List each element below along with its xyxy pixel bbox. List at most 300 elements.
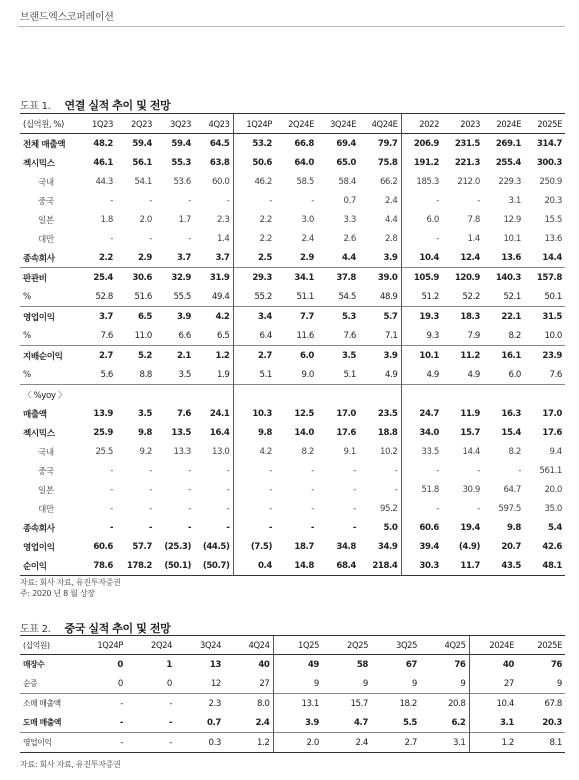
- table-cell: 0.3: [175, 733, 224, 753]
- table-cell: 13.6: [544, 233, 562, 244]
- table-cell: 25.9: [93, 427, 113, 438]
- table-cell: 3.9: [273, 713, 322, 733]
- table-cell: 12.9: [503, 214, 521, 225]
- table-cell: 9.0: [301, 369, 314, 380]
- table-cell: 2.5: [233, 248, 275, 268]
- table-cell: 300.3: [536, 157, 562, 168]
- table-cell: 75.8: [377, 157, 398, 168]
- row-label: 판관비: [20, 268, 77, 288]
- row-label: 순이익: [20, 556, 77, 576]
- table-cell: 9: [411, 678, 417, 689]
- table-cell: 212.0: [457, 176, 480, 187]
- table-cell: 6.0: [508, 369, 521, 380]
- table-cell: -: [126, 733, 175, 753]
- table-cell: 39.4: [401, 537, 442, 556]
- table-row: [20, 229, 565, 248]
- col-header: 2Q25: [322, 636, 371, 655]
- table-cell: -: [394, 484, 398, 495]
- table-cell: -: [149, 484, 152, 495]
- table-cell: 8.2: [508, 446, 521, 457]
- table-row: [20, 210, 565, 229]
- table-cell: 53.6: [173, 176, 191, 187]
- table-cell: [401, 385, 442, 405]
- table-cell: -: [226, 195, 230, 206]
- table-cell: 50.6: [233, 153, 275, 172]
- table-cell: 6.5: [217, 330, 230, 341]
- table-cell: 60.6: [401, 518, 442, 537]
- table-cell: 9.8: [506, 522, 521, 533]
- table-cell: 13.0: [211, 446, 230, 457]
- table-cell: 25.4: [77, 268, 116, 288]
- table-cell: 7.8: [467, 214, 480, 225]
- table-cell: 57.7: [132, 541, 152, 552]
- table-cell: 2.4: [322, 733, 371, 753]
- table-cell: 16.1: [483, 346, 524, 366]
- china-results-table: [20, 635, 565, 753]
- table-row: [20, 404, 565, 423]
- table-cell: 64.5: [209, 138, 230, 149]
- table-cell: -: [477, 503, 480, 514]
- table-cell: 9.8: [137, 427, 152, 438]
- table-cell: 55.3: [171, 157, 191, 168]
- table-cell: 3.1: [469, 713, 517, 733]
- table-cell: 27: [469, 674, 517, 694]
- col-header: 3Q23: [155, 114, 194, 134]
- table-cell: -: [77, 733, 126, 753]
- row-label: 영업이익: [23, 542, 55, 553]
- row-label: 영업이익: [20, 733, 77, 753]
- table-cell: 52.8: [95, 291, 113, 302]
- table-cell: 140.3: [483, 268, 524, 288]
- table-cell: 597.5: [498, 503, 521, 514]
- table-cell: -: [226, 484, 230, 495]
- table-cell: 30.9: [462, 484, 480, 495]
- table-cell: 10.4: [401, 248, 442, 268]
- table-cell: -: [477, 195, 480, 206]
- table-cell: -: [394, 465, 398, 476]
- table-cell: 51.2: [401, 287, 442, 307]
- table-cell: [233, 385, 275, 405]
- table-cell: -: [110, 195, 113, 206]
- table-cell: 67.8: [517, 694, 565, 714]
- table-cell: 6.0: [275, 346, 317, 366]
- table-cell: 1.4: [217, 233, 230, 244]
- table-cell: 17.0: [542, 408, 562, 419]
- table-cell: 44.3: [95, 176, 113, 187]
- table-cell: 12.5: [294, 408, 314, 419]
- table-cell: 67: [405, 659, 417, 670]
- table-cell: -: [226, 465, 230, 476]
- table-cell: 7.6: [100, 330, 113, 341]
- table-cell: [317, 385, 359, 405]
- table-cell: 2.6: [343, 233, 356, 244]
- table-cell: 2.2: [233, 210, 275, 229]
- table-cell: 23.9: [524, 346, 565, 366]
- table-cell: 30.3: [401, 556, 442, 576]
- table-cell: 1.2: [224, 733, 273, 753]
- table-cell: 3.0: [301, 214, 314, 225]
- table-cell: 185.3: [401, 172, 442, 191]
- table-cell: 9.8: [233, 423, 275, 442]
- col-header: 1Q25: [273, 636, 322, 655]
- table-cell: 2.0: [273, 733, 322, 753]
- table-cell: 105.9: [401, 268, 442, 288]
- table-row: [20, 365, 565, 385]
- table-cell: 5.7: [359, 307, 401, 327]
- table1-body: [20, 134, 565, 576]
- table-cell: 13: [209, 659, 221, 670]
- table1-source: 자료: 회사 자료, 유진투자증권: [20, 578, 121, 587]
- table-cell: 49.4: [211, 291, 230, 302]
- table-cell: -: [233, 480, 275, 499]
- table-cell: 52.2: [462, 291, 480, 302]
- table-cell: -: [233, 518, 275, 537]
- table-cell: 6.6: [178, 330, 191, 341]
- col-header: 4Q24: [224, 636, 273, 655]
- table-cell: 11.9: [460, 408, 480, 419]
- table-cell: 23.5: [377, 408, 398, 419]
- table-cell: 16.3: [501, 408, 521, 419]
- table-cell: (7.5): [233, 537, 275, 556]
- table-cell: 8.2: [301, 446, 314, 457]
- table-cell: 206.9: [401, 134, 442, 154]
- table-cell: 24.1: [209, 408, 230, 419]
- row-label: 국내: [38, 177, 54, 188]
- table-cell: 42.6: [542, 541, 562, 552]
- table-cell: 43.5: [483, 556, 524, 576]
- table-cell: 14.8: [275, 556, 317, 576]
- table-cell: -: [233, 191, 275, 210]
- table-cell: -: [148, 522, 152, 533]
- table-cell: 7.7: [275, 307, 317, 327]
- table-cell: -: [109, 522, 113, 533]
- table-cell: 60.0: [211, 176, 230, 187]
- row-label: 대만: [38, 234, 54, 245]
- header-divider: [18, 26, 565, 27]
- table-cell: 6.4: [233, 326, 275, 346]
- table-cell: -: [353, 484, 356, 495]
- col-header: 3Q24E: [317, 114, 359, 134]
- table-cell: 1.8: [100, 214, 113, 225]
- table-cell: -: [233, 499, 275, 518]
- table-cell: -: [187, 522, 191, 533]
- table-cell: 3.7: [77, 307, 116, 327]
- table-cell: 1.2: [469, 733, 517, 753]
- table-cell: -: [77, 694, 126, 714]
- table-cell: 34.1: [275, 268, 317, 288]
- table-row: [20, 268, 565, 288]
- table-cell: 76: [550, 659, 562, 670]
- table-cell: 15.7: [460, 427, 480, 438]
- table-cell: 0: [166, 678, 172, 689]
- table-cell: 2.9: [137, 252, 152, 263]
- table-cell: 3.7: [215, 252, 230, 263]
- table-cell: 34.0: [401, 423, 442, 442]
- table2-source: 자료: 회사 자료, 유진투자증권: [20, 760, 121, 769]
- col-header: 1Q24P: [77, 636, 126, 655]
- table-cell: 7.6: [343, 330, 356, 341]
- table-cell: [155, 385, 194, 405]
- table-row: [20, 694, 565, 714]
- table-cell: 229.3: [498, 176, 521, 187]
- table-cell: -: [188, 195, 191, 206]
- table-cell: -: [401, 499, 442, 518]
- table-cell: 2.4: [255, 717, 270, 728]
- table-cell: 13.1: [273, 694, 322, 714]
- table2-label: 도표 2.: [20, 624, 51, 635]
- table-cell: (44.5): [202, 541, 230, 552]
- row-label: 종속회사: [23, 253, 55, 264]
- table-cell: 3.4: [233, 307, 275, 327]
- table-cell: 2.2: [98, 252, 113, 263]
- table-cell: 3.9: [383, 252, 398, 263]
- table-cell: 95.2: [379, 503, 398, 514]
- table-cell: [442, 385, 483, 405]
- table-cell: 51.1: [296, 291, 314, 302]
- col-header: 2025E: [517, 636, 565, 655]
- table-cell: 7.9: [467, 330, 480, 341]
- table-cell: 14.4: [542, 252, 562, 263]
- table-cell: 16.4: [209, 427, 230, 438]
- table-row: [20, 346, 565, 366]
- table-cell: 14.0: [294, 427, 314, 438]
- table-row: [20, 556, 565, 576]
- table1-label: 도표 1.: [20, 101, 51, 112]
- table-cell: 8.1: [517, 733, 565, 753]
- table-cell: [483, 385, 524, 405]
- table-row: [20, 442, 565, 461]
- table-cell: 120.9: [442, 268, 483, 288]
- table1-title: 연결 실적 추이 및 전망: [64, 99, 171, 112]
- col-header: 4Q24E: [359, 114, 401, 134]
- table-cell: 20.8: [420, 694, 469, 714]
- row-label: 〈 %yoy 〉: [20, 385, 77, 405]
- table-cell: [116, 385, 155, 405]
- table-cell: 5.2: [116, 346, 155, 366]
- table-cell: -: [110, 233, 113, 244]
- table-cell: 1.2: [194, 346, 233, 366]
- table-cell: 2.7: [233, 346, 275, 366]
- table-cell: 34.9: [377, 541, 398, 552]
- row-label: 지배순이익: [20, 346, 77, 366]
- table-cell: 250.9: [539, 176, 562, 187]
- table-row: [20, 307, 565, 327]
- table-cell: 3.1: [420, 733, 469, 753]
- table-cell: 18.8: [377, 427, 398, 438]
- table-cell: 66.8: [294, 138, 314, 149]
- table-cell: 5.6: [100, 369, 113, 380]
- table-cell: 4.2: [194, 307, 233, 327]
- table-cell: 178.2: [116, 556, 155, 576]
- table-row: [20, 385, 565, 405]
- table-cell: 18.2: [371, 694, 420, 714]
- table-cell: 4.7: [353, 717, 368, 728]
- table-cell: 40: [469, 655, 517, 675]
- table-cell: -: [188, 233, 191, 244]
- row-label: 젝시믹스: [23, 428, 55, 439]
- table-cell: 9.2: [139, 446, 152, 457]
- table-cell: 11.0: [134, 330, 152, 341]
- table-cell: 3.9: [359, 346, 401, 366]
- table-cell: 6.2: [451, 717, 466, 728]
- table-cell: (4.9): [458, 541, 480, 552]
- table-cell: 52.1: [503, 291, 521, 302]
- table-cell: -: [401, 191, 442, 210]
- table-row: [20, 713, 565, 733]
- table2-body: [20, 655, 565, 753]
- table-cell: 54.5: [338, 291, 356, 302]
- table-row: [20, 518, 565, 537]
- table-cell: 55.2: [233, 287, 275, 307]
- table-cell: 2.3: [175, 694, 224, 714]
- table-cell: 68.4: [317, 556, 359, 576]
- table-row: [20, 153, 565, 172]
- table1-header-row: [20, 114, 565, 134]
- table-cell: 22.1: [483, 307, 524, 327]
- table-cell: -: [226, 503, 230, 514]
- table-cell: [275, 385, 317, 405]
- table-cell: -: [168, 717, 172, 728]
- row-label: 순증: [23, 679, 38, 688]
- table-row: [20, 461, 565, 480]
- table-cell: -: [311, 503, 314, 514]
- table-cell: 10.1: [503, 233, 521, 244]
- table-row: [20, 248, 565, 268]
- table-row: [20, 423, 565, 442]
- table-cell: 269.1: [495, 138, 521, 149]
- table-cell: 0: [117, 678, 123, 689]
- table-cell: 59.4: [171, 138, 191, 149]
- table-cell: 37.8: [317, 268, 359, 288]
- table-cell: 39.0: [359, 268, 401, 288]
- table-cell: 48.1: [524, 556, 565, 576]
- table-cell: 58: [356, 659, 368, 670]
- table-cell: 7.6: [549, 369, 562, 380]
- table-cell: 54.1: [134, 176, 152, 187]
- table-cell: 65.0: [336, 157, 356, 168]
- table-cell: 48.9: [379, 291, 398, 302]
- table-cell: 49: [273, 655, 322, 675]
- table-cell: 40: [258, 659, 270, 670]
- row-label: 일본: [38, 485, 54, 496]
- row-label: 중국: [38, 466, 54, 477]
- table-cell: 3.5: [317, 346, 359, 366]
- table-cell: 3.3: [343, 214, 356, 225]
- table-cell: 9: [273, 674, 322, 694]
- table-cell: 19.4: [460, 522, 480, 533]
- table-cell: 9: [556, 678, 562, 689]
- table-cell: 5.0: [383, 522, 398, 533]
- table-cell: 13.9: [93, 408, 113, 419]
- table-cell: (50.1): [155, 556, 194, 576]
- table-cell: 79.7: [377, 138, 398, 149]
- table1-title-row: [20, 94, 170, 110]
- table-row: [20, 191, 565, 210]
- table-cell: 4.2: [233, 442, 275, 461]
- table-cell: 64.0: [294, 157, 314, 168]
- table-cell: 157.8: [524, 268, 565, 288]
- table-cell: 0.4: [233, 556, 275, 576]
- table-cell: 314.7: [536, 138, 562, 149]
- table-cell: 17.6: [336, 427, 356, 438]
- table-cell: 0.7: [206, 717, 221, 728]
- row-label: 도매 매출액: [23, 718, 61, 727]
- table-cell: 0: [117, 659, 123, 670]
- table-cell: 221.3: [454, 157, 480, 168]
- table-cell: 2.2: [233, 229, 275, 248]
- table-cell: 2.9: [299, 252, 314, 263]
- table-cell: 55.5: [173, 291, 191, 302]
- table2-title: 중국 실적 추이 및 전망: [64, 622, 171, 635]
- table-cell: 17.6: [542, 427, 562, 438]
- table-cell: 46.1: [93, 157, 113, 168]
- table-cell: -: [149, 195, 152, 206]
- table1-unit: (십억원, %): [20, 114, 77, 134]
- table-cell: 1.9: [217, 369, 230, 380]
- table-cell: 2.8: [385, 233, 398, 244]
- table-row: [20, 134, 565, 154]
- row-label: 대만: [38, 504, 54, 515]
- table-cell: 2.7: [77, 346, 116, 366]
- table-cell: 3.1: [508, 195, 521, 206]
- table-cell: -: [401, 229, 442, 248]
- table-cell: 6.0: [401, 210, 442, 229]
- row-label: 소매 매출액: [20, 694, 77, 714]
- table-cell: 3.9: [155, 307, 194, 327]
- table-cell: 30.6: [116, 268, 155, 288]
- table-cell: 2.3: [217, 214, 230, 225]
- table-cell: 69.4: [336, 138, 356, 149]
- table-cell: 51.8: [401, 480, 442, 499]
- table-cell: 1.4: [467, 233, 480, 244]
- col-header: 2023: [442, 114, 483, 134]
- table-cell: 29.3: [233, 268, 275, 288]
- table-cell: -: [353, 465, 356, 476]
- col-header: 2022: [401, 114, 442, 134]
- table-cell: 56.1: [132, 157, 152, 168]
- table-cell: [77, 385, 116, 405]
- row-label: 매출액: [23, 409, 47, 420]
- table1-note: 주: 2020 년 8 월 상장: [20, 589, 95, 598]
- table-cell: 5.3: [317, 307, 359, 327]
- row-label: %: [23, 291, 31, 302]
- table-cell: 63.8: [209, 157, 230, 168]
- table-cell: 231.5: [454, 138, 480, 149]
- table-cell: 4.9: [385, 369, 398, 380]
- table-cell: 66.2: [379, 176, 398, 187]
- table-cell: 2.4: [301, 233, 314, 244]
- table-cell: -: [126, 694, 175, 714]
- table-cell: 255.4: [495, 157, 521, 168]
- table-cell: 58.4: [338, 176, 356, 187]
- table-cell: -: [353, 503, 356, 514]
- table-cell: 20.3: [542, 717, 562, 728]
- table-cell: 20.3: [544, 195, 562, 206]
- table-cell: 2.4: [385, 195, 398, 206]
- table-cell: 4.9: [467, 369, 480, 380]
- table-cell: -: [188, 465, 191, 476]
- table-cell: 2.7: [371, 733, 420, 753]
- table-cell: [194, 385, 233, 405]
- table-cell: 10.1: [401, 346, 442, 366]
- table-row: [20, 499, 565, 518]
- table-cell: 5.4: [547, 522, 562, 533]
- row-label: 국내: [38, 447, 54, 458]
- table-cell: 12: [210, 678, 221, 689]
- table-cell: 34.8: [336, 541, 356, 552]
- table-cell: 218.4: [359, 556, 401, 576]
- col-header: 3Q25: [371, 636, 420, 655]
